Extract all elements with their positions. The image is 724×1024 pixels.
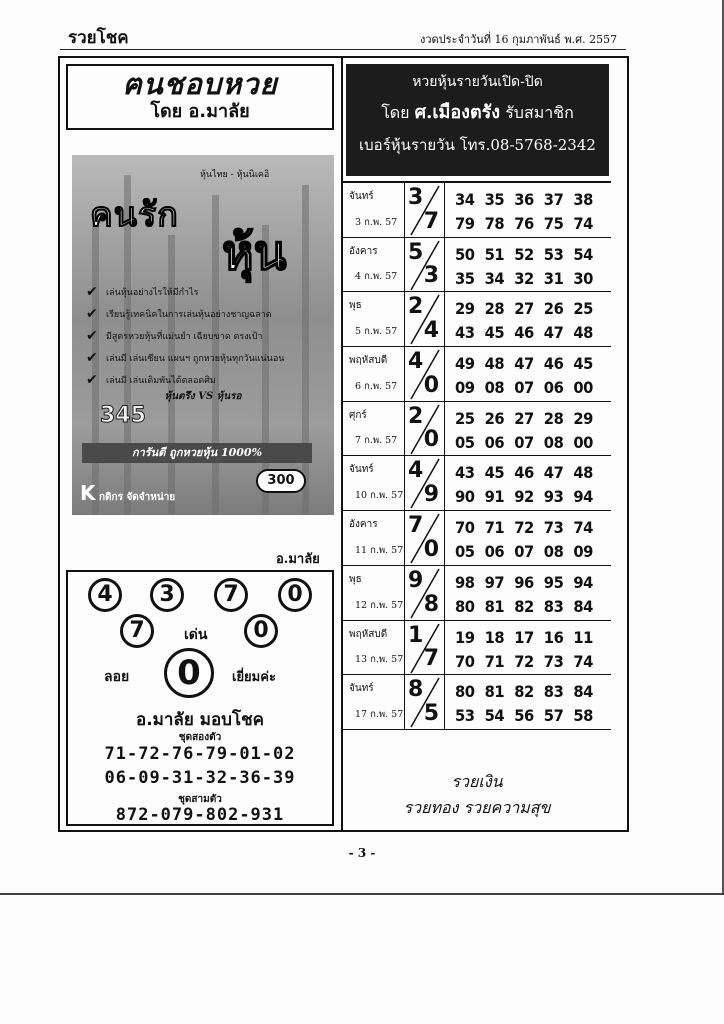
number: 47	[514, 354, 534, 374]
number: 94	[573, 487, 593, 507]
header-rule	[60, 49, 626, 50]
upper-digit: 9	[408, 567, 424, 593]
number: 70	[455, 518, 475, 538]
two-digit-header: ชุดสองตัว	[178, 732, 222, 743]
number: 93	[543, 487, 564, 507]
lower-number-set	[455, 323, 593, 342]
number: 96	[514, 572, 534, 592]
digit-circle: 4	[88, 578, 122, 612]
lower-digit: 8	[423, 591, 439, 617]
number: 08	[484, 378, 505, 398]
number: 80	[455, 596, 475, 616]
luck-giver: อ.มาลัย มอบโชค	[136, 710, 264, 730]
page-number: - 3 -	[348, 846, 376, 860]
number: 48	[573, 463, 593, 483]
digit-pair	[405, 238, 445, 292]
upper-number-set	[455, 190, 593, 209]
stock-lottery-banner	[346, 64, 609, 176]
upper-digit: 7	[408, 513, 424, 539]
excellent-label: เยี่ยมค่ะ	[232, 670, 276, 685]
column-title-box	[66, 64, 334, 130]
digit-pair	[405, 456, 445, 510]
number: 38	[573, 190, 593, 209]
number: 27	[514, 299, 534, 319]
column-title: ฅนชอบหวย	[122, 67, 278, 101]
day-cell	[343, 347, 405, 401]
date: 10 ก.พ. 57	[355, 490, 404, 502]
day-name: จันทร์	[349, 191, 374, 202]
day-cell	[343, 511, 405, 565]
advert-bullet: ✔ เล่นหุ้นอย่างไรให้มีกำไร	[86, 284, 199, 300]
digit-circle: 0	[244, 614, 278, 648]
number: 98	[455, 572, 475, 592]
digit-pair	[405, 347, 445, 401]
banner-phone: เบอร์หุ้นรายวัน โทร.08-5768-2342	[359, 136, 596, 154]
upper-digit: 5	[408, 239, 424, 265]
day-cell	[343, 183, 405, 237]
number: 34	[484, 268, 505, 288]
date: 17 ก.พ. 57	[355, 708, 404, 720]
author-name: อ.มาลัย	[276, 552, 320, 567]
day-name: ศุกร์	[349, 409, 367, 421]
digit-pair	[405, 566, 445, 620]
number: 72	[514, 518, 534, 538]
number: 74	[573, 651, 593, 671]
day-name: จันทร์	[349, 683, 374, 695]
result-row	[343, 238, 611, 293]
digit-circle: 0	[278, 578, 312, 612]
number: 91	[484, 487, 505, 507]
banner-title: หวยหุ้นรายวันเปิด-ปิด	[412, 74, 543, 90]
result-row	[343, 621, 611, 676]
number: 82	[514, 596, 534, 616]
number: 84	[573, 682, 593, 702]
day-name: จันทร์	[349, 464, 374, 476]
number: 18	[484, 627, 505, 647]
number: 26	[484, 408, 505, 428]
advert-title-1: คนรัก	[90, 195, 179, 235]
lower-number-set	[455, 269, 593, 288]
upper-digit: 4	[408, 349, 424, 375]
number: 78	[484, 214, 505, 233]
number: 05	[455, 432, 475, 452]
date: 6 ก.พ. 57	[355, 380, 398, 392]
number: 80	[455, 682, 475, 702]
number: 35	[455, 268, 475, 288]
day-cell	[343, 238, 405, 292]
digit-circle: 7	[120, 614, 154, 648]
number: 58	[573, 706, 593, 726]
column-byline: โดย อ.มาลัย	[150, 101, 250, 122]
check-icon: ✔	[86, 350, 98, 366]
number: 49	[455, 354, 475, 374]
lower-number-set	[455, 542, 593, 561]
number: 54	[573, 244, 593, 264]
upper-digit: 2	[408, 294, 424, 320]
result-row	[343, 456, 611, 511]
number: 71	[484, 651, 505, 671]
day-name: พุธ	[349, 573, 362, 585]
digit-pair	[405, 511, 445, 565]
slogan-line-2: รวยทอง รวยความสุข	[403, 798, 551, 817]
day-cell	[343, 402, 405, 456]
number: 50	[455, 244, 475, 264]
result-row	[343, 183, 611, 238]
featured-label: เด่น	[184, 627, 208, 643]
two-digit-row: 71-72-76-79-01-02	[104, 744, 296, 764]
number: 07	[514, 542, 534, 562]
daily-results-table	[343, 181, 611, 730]
number: 06	[484, 432, 505, 452]
number: 00	[573, 378, 593, 398]
day-cell	[343, 675, 405, 729]
advert-price-badge: 300	[256, 469, 306, 493]
date: 7 ก.พ. 57	[355, 435, 398, 447]
check-icon: ✔	[86, 306, 98, 322]
advert-bullet: ✔ เรียนรู้เทคนิคในการเล่นหุ้นอย่างชาญฉลาด	[86, 306, 272, 322]
date: 13 ก.พ. 57	[355, 654, 404, 666]
number: 07	[514, 432, 534, 452]
result-row	[343, 511, 611, 566]
date: 3 ก.พ. 57	[355, 216, 398, 228]
number: 09	[573, 542, 593, 562]
advert-number: 345	[100, 403, 146, 428]
number: 47	[543, 323, 564, 343]
number: 29	[573, 408, 593, 428]
number: 97	[484, 572, 505, 592]
number: 51	[484, 244, 505, 264]
digit-circle: 7	[214, 578, 248, 612]
date: 4 ก.พ. 57	[355, 271, 398, 283]
upper-number-set	[455, 245, 593, 264]
upper-number-set	[455, 354, 593, 373]
result-row	[343, 292, 611, 347]
distributor-logo: K	[80, 481, 96, 505]
advert-bullet: ✔ เล่นมี เล่นเดิมพันได้ตลอดศิม	[86, 372, 216, 388]
lower-digit: 0	[423, 536, 439, 562]
lower-digit: 9	[423, 482, 439, 508]
number: 94	[573, 572, 593, 592]
number: 71	[484, 518, 505, 538]
day-cell	[343, 621, 405, 675]
lower-digit: 4	[423, 318, 439, 344]
number: 06	[543, 378, 564, 398]
lower-digit: 0	[423, 427, 439, 453]
day-cell	[343, 566, 405, 620]
upper-number-set	[455, 573, 593, 592]
day-name: พฤหัสบดี	[349, 355, 388, 367]
three-digit-row: 872-079-802-931	[115, 805, 285, 825]
upper-number-set	[455, 299, 593, 318]
day-cell	[343, 456, 405, 510]
number: 00	[573, 432, 593, 452]
number: 95	[543, 572, 564, 592]
upper-digit: 2	[408, 403, 424, 429]
check-icon: ✔	[86, 284, 98, 300]
number: 17	[514, 627, 534, 647]
result-row	[343, 675, 611, 730]
number: 47	[543, 463, 564, 483]
number: 29	[455, 299, 475, 319]
number: 08	[543, 542, 564, 562]
upper-number-set	[455, 463, 593, 482]
number: 08	[543, 432, 564, 452]
upper-number-set	[455, 628, 593, 647]
scan-edge-bottom	[0, 893, 724, 895]
number: 28	[543, 408, 564, 428]
upper-digit: 3	[408, 185, 424, 210]
number: 70	[455, 651, 475, 671]
advert-title-2: หุ้น	[222, 225, 287, 281]
upper-number-set	[455, 682, 593, 701]
number: 56	[514, 706, 534, 726]
day-name: พุธ	[349, 300, 362, 312]
number: 06	[484, 542, 505, 562]
number: 74	[573, 518, 593, 538]
advert-bullet: ✔ มีสูตรหวยหุ้นที่แม่นยำ เฉียบขาด ตรงเป้า	[86, 328, 263, 344]
advert-bullets	[86, 281, 326, 391]
advert-tagline: หุ้นไทย - หุ้นนิเคอิ	[200, 170, 270, 180]
number: 28	[484, 299, 505, 319]
number: 83	[543, 682, 564, 702]
lower-number-set	[455, 487, 593, 506]
advert-vs: หุ้นตรึง VS หุ้นรอ	[164, 391, 242, 402]
number: 72	[514, 651, 534, 671]
number: 76	[514, 214, 534, 233]
lower-digit: 7	[423, 208, 439, 234]
number: 25	[455, 408, 475, 428]
number: 11	[573, 627, 593, 647]
number: 52	[514, 244, 534, 264]
number: 27	[514, 408, 534, 428]
lower-digit: 0	[423, 372, 439, 398]
number: 16	[543, 627, 564, 647]
advert-bullet: ✔ เล่นมี เล่นเซียน แผนฯ ถูกหวยหุ้นทุกวันแน่นอน	[86, 350, 285, 366]
number: 31	[543, 268, 564, 288]
upper-digit: 1	[408, 622, 424, 648]
lower-digit: 5	[423, 700, 439, 726]
number: 30	[573, 268, 593, 288]
upper-digit: 8	[408, 677, 424, 703]
number: 35	[484, 190, 505, 209]
slogan-line-1: รวยเงิน	[451, 772, 503, 791]
number: 19	[455, 627, 475, 647]
lower-number-set	[455, 214, 593, 233]
number: 57	[543, 706, 564, 726]
number: 54	[484, 706, 505, 726]
number: 45	[573, 354, 593, 374]
number: 83	[543, 596, 564, 616]
number: 84	[573, 596, 593, 616]
book-advert	[72, 155, 334, 515]
number: 43	[455, 463, 475, 483]
number: 37	[543, 190, 564, 209]
number: 81	[484, 596, 505, 616]
upper-number-set	[455, 518, 593, 537]
result-row	[343, 402, 611, 457]
number: 36	[514, 190, 534, 209]
lower-digit: 3	[423, 263, 439, 289]
check-icon: ✔	[86, 372, 98, 388]
lower-number-set	[455, 652, 593, 671]
banner-byline: โดย ศ.เมืองตรัง รับสมาชิก	[381, 102, 574, 123]
day-cell	[343, 292, 405, 346]
date: 12 ก.พ. 57	[355, 599, 404, 611]
number: 73	[543, 651, 564, 671]
number: 46	[514, 463, 534, 483]
floating-label: ลอย	[104, 669, 130, 685]
number: 53	[455, 706, 475, 726]
center-digit-circle: 0	[164, 648, 214, 698]
number: 53	[543, 244, 564, 264]
advert-guarantee: การันตี ถูกหวยหุ้น 1000%	[82, 443, 312, 463]
number: 90	[455, 487, 475, 507]
number: 07	[514, 378, 534, 398]
lower-number-set	[455, 597, 593, 616]
day-name: อังคาร	[349, 245, 378, 257]
number: 09	[455, 378, 475, 398]
number: 92	[514, 487, 534, 507]
number: 46	[543, 354, 564, 374]
number: 75	[543, 214, 564, 233]
number: 82	[514, 682, 534, 702]
number: 34	[455, 190, 475, 209]
digit-pair	[405, 292, 445, 346]
date: 5 ก.พ. 57	[355, 326, 398, 338]
publication-name: รวยโชค	[68, 28, 129, 48]
lower-number-set	[455, 706, 593, 725]
digit-pair	[405, 183, 445, 237]
lower-number-set	[455, 433, 593, 452]
number: 43	[455, 323, 475, 343]
number: 32	[514, 268, 534, 288]
number: 46	[514, 323, 534, 343]
number: 05	[455, 542, 475, 562]
digit-pair	[405, 675, 445, 729]
number: 81	[484, 682, 505, 702]
check-icon: ✔	[86, 328, 98, 344]
number: 74	[573, 214, 593, 233]
digit-pair	[405, 621, 445, 675]
digit-circle: 3	[150, 578, 184, 612]
draw-date: งวดประจำวันที่ 16 กุมภาพันธ์ พ.ศ. 2557	[420, 33, 618, 46]
number: 48	[573, 323, 593, 343]
number: 45	[484, 323, 505, 343]
date: 11 ก.พ. 57	[355, 544, 404, 556]
number: 79	[455, 214, 475, 233]
result-row	[343, 347, 611, 402]
day-name: พฤหัสบดี	[349, 628, 388, 640]
upper-number-set	[455, 409, 593, 428]
lower-number-set	[455, 378, 593, 397]
number: 45	[484, 463, 505, 483]
result-row	[343, 566, 611, 621]
advert-distributor: K กติกร จัดจำหน่าย	[80, 481, 176, 505]
number: 26	[543, 299, 564, 319]
lower-digit: 7	[423, 646, 439, 672]
number: 73	[543, 518, 564, 538]
day-name: อังคาร	[349, 519, 378, 531]
upper-digit: 4	[408, 458, 424, 484]
digit-pair	[405, 402, 445, 456]
number: 25	[573, 299, 593, 319]
three-digit-header: ชุดสามตัว	[178, 794, 222, 805]
number: 48	[484, 354, 505, 374]
two-digit-row: 06-09-31-32-36-39	[104, 768, 296, 788]
